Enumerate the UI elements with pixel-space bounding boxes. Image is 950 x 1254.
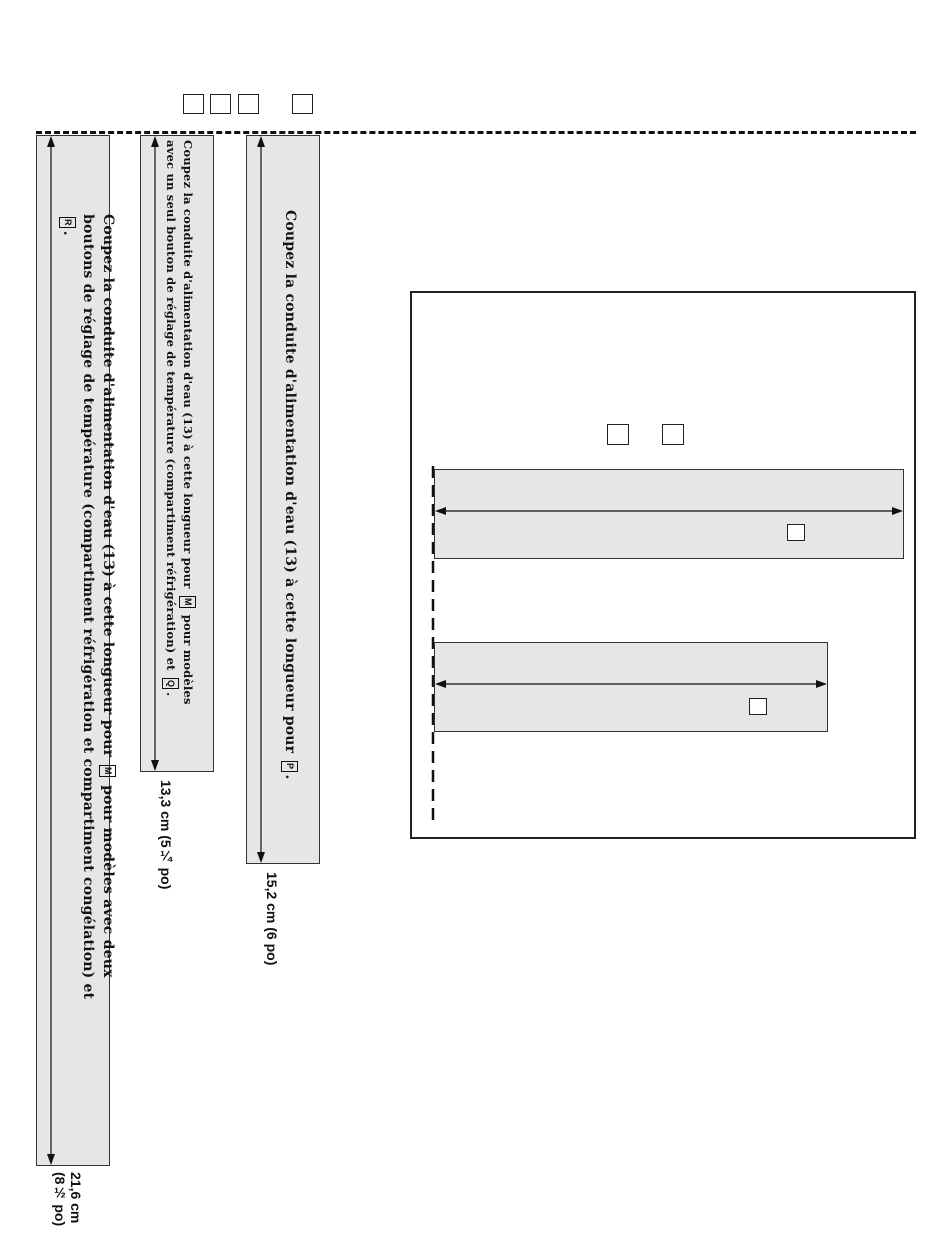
- cut-line: [36, 131, 916, 134]
- period: .: [60, 230, 76, 236]
- measurement-p: [264, 872, 280, 965]
- illustration-bar-long-key-box: [787, 524, 805, 541]
- measurement-p-in: (6 po): [264, 927, 280, 966]
- measurement-q: [158, 780, 174, 889]
- placeholder-box-4: [292, 94, 313, 114]
- instruction-r-text-b: pour modèles avec deux boutons de réglage de température (compartiment réfrigération et compartiment congélation) et: [80, 214, 116, 1000]
- instruction-q-text-a: Coupez la conduite d'alimentation d'eau (13) à cette longueur pour: [181, 140, 195, 589]
- illustration-arrow-long: [434, 504, 904, 518]
- measurement-r: [52, 1172, 84, 1254]
- length-arrow-r: [44, 135, 58, 1166]
- placeholder-box-1: [183, 94, 204, 114]
- instruction-q: [162, 140, 196, 730]
- placeholder-box-2: [210, 94, 231, 114]
- key-q-label: Q: [162, 678, 179, 689]
- key-m-label: M: [179, 596, 196, 608]
- illustration-placeholder-box-2: [662, 424, 684, 445]
- period: .: [282, 774, 298, 780]
- instruction-r: [58, 214, 118, 1014]
- length-arrow-q: [148, 135, 162, 772]
- illustration-placeholder-box-1: [607, 424, 629, 445]
- key-r-label: R: [59, 217, 76, 228]
- key-p-label: P: [281, 761, 298, 771]
- instruction-q-text-b: pour modèles avec un seul bouton de réglage de température (compartiment réfrigération) et: [164, 140, 195, 705]
- illustration-frame: [410, 291, 916, 839]
- key-m-label: M: [99, 765, 116, 777]
- measurement-p-cm: 15,2 cm: [264, 872, 280, 924]
- illustration-arrow-short: [434, 677, 828, 691]
- instruction-p-text: Coupez la conduite d'alimentation d'eau (13) à cette longueur pour: [282, 210, 298, 754]
- length-arrow-p: [254, 135, 268, 864]
- measurement-q-cm: 13,3 cm: [158, 780, 174, 832]
- instruction-r-text-a: Coupez la conduite d'alimentation d'eau (13) à cette longueur pour: [100, 214, 116, 758]
- measurement-q-in: (5¼ po): [158, 835, 174, 890]
- illustration-bar-short-key-box: [749, 698, 767, 715]
- placeholder-box-3: [238, 94, 259, 114]
- measurement-r-in: (8½ po): [52, 1172, 68, 1227]
- period: .: [164, 692, 178, 697]
- instruction-p: [280, 210, 300, 790]
- measurement-r-cm: 21,6 cm: [68, 1172, 84, 1224]
